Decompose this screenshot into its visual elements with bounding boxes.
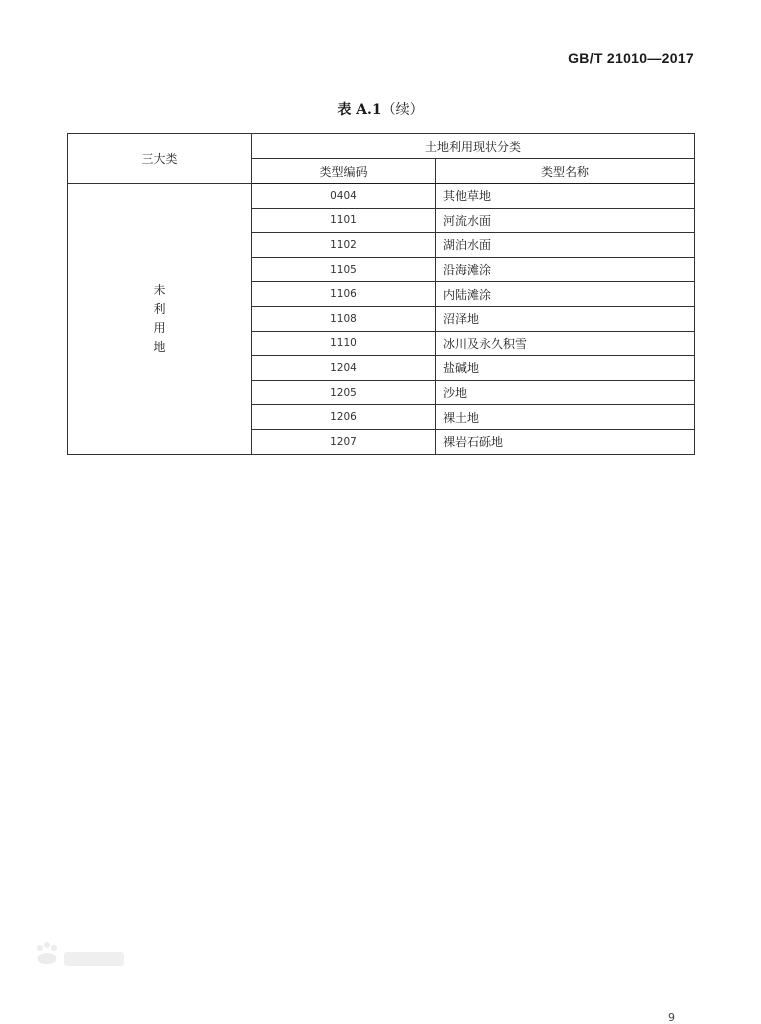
table-title — [0, 99, 761, 119]
land-classification-table — [67, 133, 695, 455]
type-code-cell: 1207 — [252, 429, 436, 454]
type-name-cell: 沙地 — [436, 380, 695, 405]
type-name-cell: 裸岩石砾地 — [436, 429, 695, 454]
type-code-cell: 1204 — [252, 356, 436, 381]
table-body — [68, 184, 695, 455]
type-name-cell: 湖泊水面 — [436, 233, 695, 258]
type-name-cell: 内陆滩涂 — [436, 282, 695, 307]
type-code-cell: 1205 — [252, 380, 436, 405]
header-type-name: 类型名称 — [436, 159, 695, 184]
type-code-cell: 1101 — [252, 208, 436, 233]
type-code-cell: 1105 — [252, 257, 436, 282]
header-type-code: 类型编码 — [252, 159, 436, 184]
header-three-categories: 三大类 — [68, 134, 252, 184]
table-title-name: 表 A.1 — [337, 102, 382, 118]
type-code-cell: 1102 — [252, 233, 436, 258]
type-name-cell: 盐碱地 — [436, 356, 695, 381]
type-name-cell: 沼泽地 — [436, 306, 695, 331]
table-title-suffix: （续） — [381, 102, 424, 118]
table-row — [68, 184, 695, 209]
type-name-cell: 冰川及永久积雪 — [436, 331, 695, 356]
type-code-cell: 1106 — [252, 282, 436, 307]
type-code-cell: 1110 — [252, 331, 436, 356]
standard-code: GB/T 21010—2017 — [568, 50, 694, 66]
type-name-cell: 沿海滩涂 — [436, 257, 695, 282]
type-name-cell: 其他草地 — [436, 184, 695, 209]
type-code-cell: 0404 — [252, 184, 436, 209]
watermark-logo — [30, 940, 130, 980]
group-label-text: 未利用地 — [153, 282, 166, 354]
header-land-use-classification: 土地利用现状分类 — [252, 134, 695, 159]
type-code-cell: 1206 — [252, 405, 436, 430]
type-code-cell: 1108 — [252, 306, 436, 331]
page-number: 9 — [668, 1011, 675, 1024]
type-name-cell: 河流水面 — [436, 208, 695, 233]
type-name-cell: 裸土地 — [436, 405, 695, 430]
group-label-unused-land — [68, 184, 252, 455]
